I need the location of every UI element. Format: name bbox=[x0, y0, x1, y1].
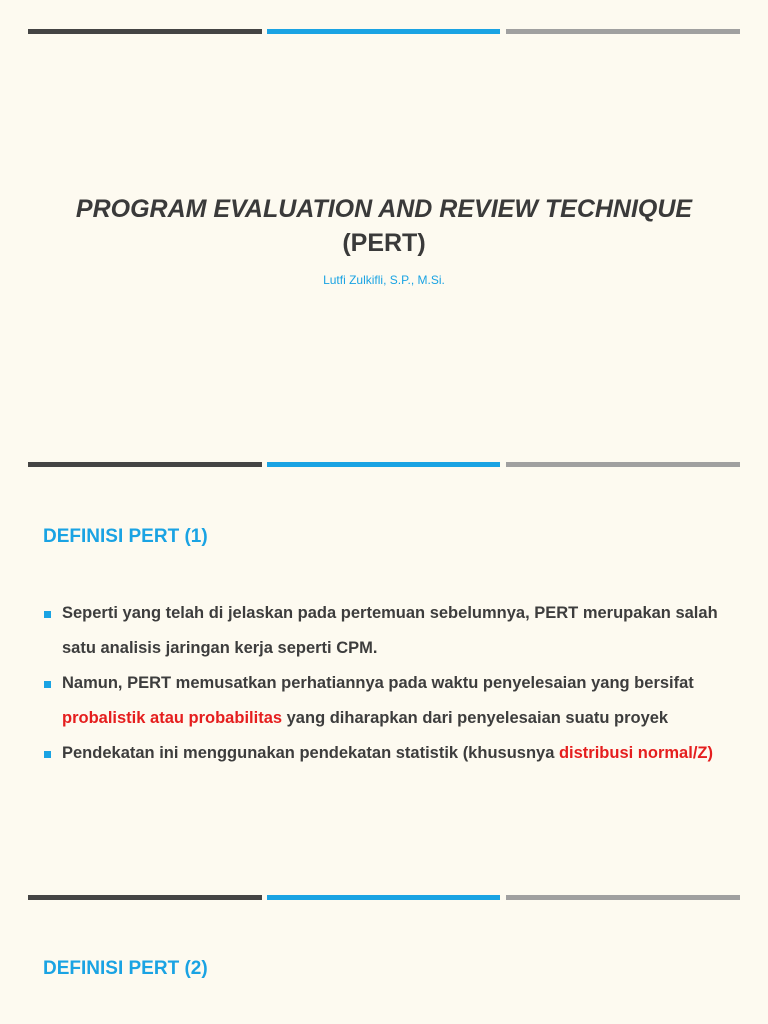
bullet-text: satu analisis jaringan kerja seperti CPM. bbox=[62, 639, 378, 657]
bullet-marker-icon bbox=[44, 751, 51, 758]
slide-title-text bbox=[40, 192, 728, 260]
decorative-bars bbox=[28, 462, 740, 467]
bullet-item bbox=[44, 666, 734, 736]
bullet-text: Namun, PERT memusatkan perhatiannya pada waktu penyelesaian yang bersifat bbox=[62, 674, 694, 692]
decorative-bars bbox=[28, 29, 740, 34]
decorative-bars bbox=[28, 895, 740, 900]
slide-heading: DEFINISI PERT (1) bbox=[43, 526, 208, 547]
title-line-2: (PERT) bbox=[342, 229, 426, 257]
bullet-marker-icon bbox=[44, 681, 51, 688]
highlight-text: probalistik atau probabilitas bbox=[62, 709, 283, 727]
highlight-text: distribusi normal/Z) bbox=[558, 744, 713, 762]
bar-blue bbox=[267, 29, 500, 34]
slide-heading: DEFINISI PERT (2) bbox=[43, 958, 208, 979]
title-line-1: PROGRAM EVALUATION AND REVIEW TECHNIQUE bbox=[75, 195, 693, 223]
bar-dark bbox=[28, 895, 262, 900]
bullet-text: Seperti yang telah di jelaskan pada pertemuan sebelumnya, PERT merupakan salah bbox=[62, 604, 718, 622]
slide-definisi-1 bbox=[0, 432, 768, 864]
bullet-item bbox=[44, 736, 734, 771]
bar-blue bbox=[267, 895, 500, 900]
bar-gray bbox=[506, 462, 740, 467]
bar-gray bbox=[506, 29, 740, 34]
bar-dark bbox=[28, 29, 262, 34]
bar-dark bbox=[28, 462, 262, 467]
author-name: Lutfi Zulkifli, S.P., M.Si. bbox=[323, 273, 445, 287]
bullet-text: yang diharapkan dari penyelesaian suatu proyek bbox=[282, 709, 669, 727]
bullet-marker-icon bbox=[44, 611, 51, 618]
bullet-text: Pendekatan ini menggunakan pendekatan statistik (khususnya bbox=[62, 744, 559, 762]
bullet-item bbox=[44, 596, 734, 666]
bullet-list bbox=[44, 596, 734, 771]
bar-blue bbox=[267, 462, 500, 467]
bar-gray bbox=[506, 895, 740, 900]
slide-definisi-2 bbox=[0, 864, 768, 1024]
slide-title bbox=[0, 0, 768, 432]
